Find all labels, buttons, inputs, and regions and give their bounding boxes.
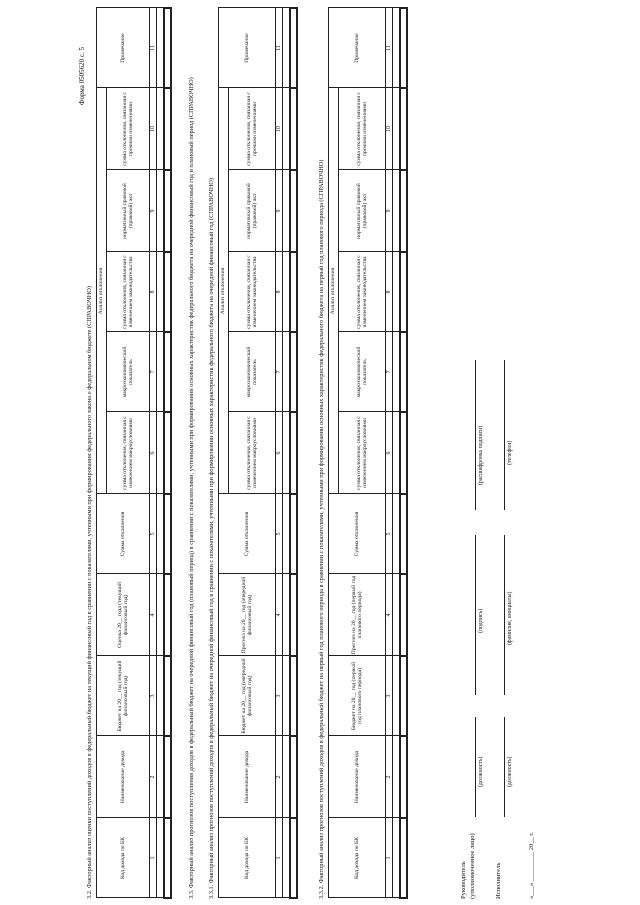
head-sublabel: (уполномоченное лицо) [469,833,476,899]
col-number: 3 [386,656,393,736]
section-3-3-1-title: 3.3.1. Факторный анализ прогнозов поступлений доходов в федеральный бюджет на очередной финансовый год в сравнении с показателями, учтенными при формировании основных характеристик федерального бюджета на очередной финансовый год (СПРАВОЧНО) [208,177,215,899]
table-3-3-2 [328,7,408,899]
executor-position-line [504,717,505,817]
table-row [393,8,401,898]
head-label: Руководитель [460,861,467,899]
col-header: сумма отклонения, связанная с изменением макроусловиями [339,412,386,494]
col-header: Сумма отклонения [329,494,386,574]
col-header: сумма отклонения, связанная с изменением законодательства [107,252,150,332]
table-3-2 [96,7,172,899]
col-number: 10 [276,88,283,170]
col-number: 9 [386,170,393,252]
col-header: Бюджет на 20__ год (первый год планового периода) [329,656,386,736]
col-number: 4 [150,574,157,656]
col-number: 1 [150,818,157,898]
col-number: 6 [276,412,283,494]
table-row [283,8,291,898]
form-number: Форма 0505620 с. 5 [78,46,86,105]
col-header: Наименование дохода [97,736,150,818]
date-line: «___» _________ 20__ г. [528,832,535,899]
col-header: нормативный правовой (правовой) акт [229,170,276,252]
table-row [157,8,165,898]
decode-caption: (расшифровка подписи) [478,425,484,485]
col-header: нормативный правовой (правовой) акт [107,170,150,252]
col-number: 2 [276,736,283,818]
col-number: 3 [276,656,283,736]
col-header: сумма отклонения, связанная с изменением макроусловиями [107,412,150,494]
col-number: 7 [386,332,393,412]
table-total-row [164,8,171,898]
section-3-2-title: 3.2. Факторный анализ оценки поступлений доходов в федеральный бюджет на текущий финансовый год в сравнении с показателями, учтенными при формировании федерального закона о федеральном бюджете (СПРАВОЧНО) [86,286,93,899]
col-header: Наименование дохода [219,736,276,818]
name-caption: (фамилия, инициалы) [507,591,513,645]
table-total-row [400,8,407,898]
col-header: Наименование дохода [329,736,386,818]
col-header: Код дохода по БК [219,818,276,898]
col-header: Код дохода по БК [97,818,150,898]
table-3-3-1 [218,7,298,899]
head-position-line [475,717,476,817]
col-header: Код дохода по БК [329,818,386,898]
col-number: 9 [150,170,157,252]
col-number: 7 [150,332,157,412]
col-number: 6 [386,412,393,494]
col-header: сумма отклонения, связанная с изменением законодательства [339,252,386,332]
col-number: 5 [276,494,283,574]
executor-position-caption: (должность) [507,756,513,787]
col-number: 5 [150,494,157,574]
col-number: 6 [150,412,157,494]
col-number: 11 [276,8,283,88]
section-3-3-title: 3.3. Факторный анализ прогнозов поступления доходов в федеральный бюджет на очередной финансовый год (плановый период) в сравнении с показателями, учтенными при формировании основных характеристик федерального бюджета на очередной финансовый год и плановый период (СПРАВОЧНО) [188,77,195,899]
rotated-form-page [80,0,640,905]
col-number: 9 [276,170,283,252]
col-header: сумма отклонения, связанная с изменением законодательства [229,252,276,332]
col-number: 1 [276,818,283,898]
col-header: нормативный правовой (правовой) акт [339,170,386,252]
col-number: 7 [276,332,283,412]
executor-label: Исполнитель [495,862,502,899]
col-number: 4 [386,574,393,656]
signature-caption: (подпись) [478,608,484,633]
col-number: 5 [386,494,393,574]
col-number: 2 [386,736,393,818]
col-header: макроэкономический показатель [107,332,150,412]
table-total-row [290,8,297,898]
col-header: сумма отклонения, связанная с прочими изменениями [107,88,150,170]
executor-phone-line [504,360,505,510]
col-number: 2 [150,736,157,818]
col-number: 10 [386,88,393,170]
col-header: макроэкономический показатель [339,332,386,412]
col-header: макроэкономический показатель [229,332,276,412]
col-header: Сумма отклонения [97,494,150,574]
col-number: 8 [386,252,393,332]
col-header: сумма отклонения, связанная с прочими изменениями [229,88,276,170]
col-number: 4 [276,574,283,656]
col-number: 8 [276,252,283,332]
col-header: Оценка 20__ года (текущий финансовый год) [97,574,150,656]
executor-name-line [504,535,505,695]
col-number: 10 [150,88,157,170]
col-header: сумма отклонения, связанная с прочими изменениями [339,88,386,170]
col-header: Сумма отклонения [219,494,276,574]
col-header: Примечание [329,8,386,88]
position-caption: (должность) [478,756,484,787]
col-header: сумма отклонения, связанная с изменением макроусловиями [229,412,276,494]
col-number: 11 [150,8,157,88]
head-signature-line [475,535,476,695]
phone-caption: (телефон) [507,440,513,465]
col-number: 3 [150,656,157,736]
col-number: 8 [150,252,157,332]
col-header: Прогноз на 20__ год (первый год планового периода) [329,574,386,656]
analysis-header: Анализ отклонения [329,88,339,494]
col-header: Примечание [219,8,276,88]
head-decode-line [475,360,476,510]
section-3-3-2-title: 3.3.2. Факторный анализ прогнозов поступлений доходов в федеральный бюджет на первый год планового периода в сравнении с показателями, учтенными при формировании основных характеристик федерального бюджета на первый год планового периода (СПРАВОЧНО) [318,159,325,899]
analysis-header: Анализ отклонения [219,88,229,494]
col-number: 1 [386,818,393,898]
col-header: Бюджет на 20__ год (очередной финансовый год) [219,656,276,736]
col-header: Прогноз на 20__ год (очередной финансовый год) [219,574,276,656]
analysis-header: Анализ отклонения [97,88,107,494]
col-number: 11 [386,8,393,88]
col-header: Бюджет на 20__ год (текущий финансовый год) [97,656,150,736]
col-header: Примечание [97,8,150,88]
